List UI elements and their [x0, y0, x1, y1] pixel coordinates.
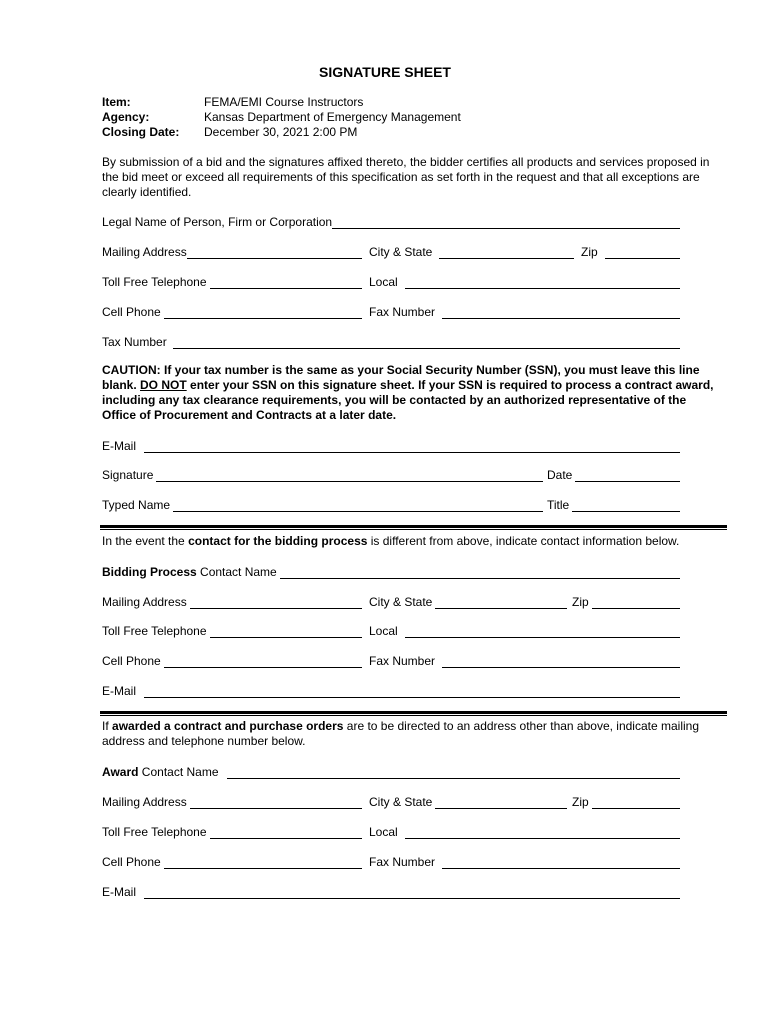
legal-name-row — [102, 213, 680, 229]
award-mailing-label: Mailing Address — [102, 795, 187, 809]
fax-number-label: Fax Number — [369, 305, 436, 319]
bidding-contact-bold: Bidding Process — [102, 565, 197, 579]
bidding-intro — [102, 534, 722, 549]
mailing-address-row — [102, 243, 680, 259]
toll-free-row — [102, 273, 680, 289]
agency-label: Agency: — [102, 110, 150, 124]
bidding-zip-label: Zip — [572, 595, 589, 609]
bidding-local-label: Local — [369, 624, 398, 638]
award-cell-field[interactable] — [164, 857, 362, 869]
award-fax-label: Fax Number — [369, 855, 436, 869]
award-local-field[interactable] — [405, 827, 680, 839]
page-title: SIGNATURE SHEET — [319, 64, 451, 80]
bidding-cell-label: Cell Phone — [102, 654, 161, 668]
award-intro — [102, 719, 702, 749]
bidding-toll-free-label: Toll Free Telephone — [102, 624, 207, 638]
intro-paragraph: By submission of a bid and the signatures affixed thereto, the bidder certifies all products and services proposed in the bid meet or exceed all requirements of this specification as set forth in the request and that all exceptions are clearly identified. — [102, 155, 710, 199]
closing-row — [102, 125, 461, 140]
bidding-toll-free-field[interactable] — [210, 626, 362, 638]
award-intro-pre: If — [102, 719, 113, 733]
bidding-contact-label: Contact Name — [196, 565, 277, 579]
legal-name-label: Legal Name of Person, Firm or Corporation — [102, 215, 333, 229]
section-divider-1 — [100, 525, 727, 528]
caution-paragraph — [102, 363, 714, 423]
award-city-state-field[interactable] — [435, 797, 567, 809]
award-cell-label: Cell Phone — [102, 855, 161, 869]
cell-phone-label: Cell Phone — [102, 305, 161, 319]
agency-row — [102, 110, 461, 125]
tax-number-row — [102, 333, 680, 349]
bidding-email-field[interactable] — [144, 686, 680, 698]
typed-name-field[interactable] — [173, 500, 543, 512]
award-zip-label: Zip — [572, 795, 589, 809]
bidding-email-row — [102, 682, 680, 698]
bidding-local-field[interactable] — [405, 626, 680, 638]
bidding-intro-bold: contact for the bidding process — [188, 534, 368, 548]
award-toll-free-field[interactable] — [210, 827, 362, 839]
award-email-field[interactable] — [144, 887, 680, 899]
city-state-field[interactable] — [439, 247, 574, 259]
item-row — [102, 95, 461, 110]
bidding-email-label: E-Mail — [102, 684, 137, 698]
award-intro-post: are to be directed to an address other than above, indicate mailing address and telephone number below. — [102, 719, 699, 748]
toll-free-field[interactable] — [210, 277, 362, 289]
bidding-fax-label: Fax Number — [369, 654, 436, 668]
award-contact-field[interactable] — [227, 767, 680, 779]
award-contact-label: Contact Name — [138, 765, 219, 779]
closing-label: Closing Date: — [102, 125, 180, 139]
email-field[interactable] — [144, 441, 680, 453]
cell-phone-field[interactable] — [164, 307, 362, 319]
caution-do-not: DO NOT — [140, 378, 187, 392]
local-label: Local — [369, 275, 398, 289]
date-label: Date — [547, 468, 573, 482]
bidding-cell-field[interactable] — [164, 656, 362, 668]
bidding-intro-pre: In the event the — [102, 534, 189, 548]
bidding-mailing-label: Mailing Address — [102, 595, 187, 609]
bidding-toll-free-row — [102, 622, 680, 638]
caution-text-1: CAUTION: If your tax number is the same as your Social Security Number (SSN), you must leave this line blank. — [102, 363, 700, 392]
typed-name-label: Typed Name — [102, 498, 171, 512]
bidding-mailing-field[interactable] — [190, 597, 362, 609]
bidding-fax-field[interactable] — [442, 656, 680, 668]
fax-number-field[interactable] — [442, 307, 680, 319]
signature-row — [102, 466, 680, 482]
item-value: FEMA/EMI Course Instructors — [204, 95, 364, 109]
signature-field[interactable] — [156, 470, 543, 482]
award-local-label: Local — [369, 825, 398, 839]
bidding-cell-row — [102, 652, 680, 668]
typed-name-row — [102, 496, 680, 512]
caution-text-2: enter your SSN on this signature sheet. If your SSN is required to process a contract award, including any tax clearance requirements, you will be contacted by an authorized representative of the Office of Procurement and Contracts at a later date. — [102, 378, 714, 422]
award-city-state-label: City & State — [369, 795, 433, 809]
email-label: E-Mail — [102, 439, 137, 453]
award-toll-free-label: Toll Free Telephone — [102, 825, 207, 839]
award-fax-field[interactable] — [442, 857, 680, 869]
award-toll-free-row — [102, 823, 680, 839]
toll-free-label: Toll Free Telephone — [102, 275, 207, 289]
signature-label: Signature — [102, 468, 154, 482]
award-cell-row — [102, 853, 680, 869]
zip-field[interactable] — [605, 247, 680, 259]
award-email-label: E-Mail — [102, 885, 137, 899]
award-email-row — [102, 883, 680, 899]
award-contact-row — [102, 763, 680, 779]
date-field[interactable] — [575, 470, 680, 482]
tax-number-field[interactable] — [173, 337, 680, 349]
award-mailing-row — [102, 793, 680, 809]
closing-value: December 30, 2021 2:00 PM — [204, 125, 358, 139]
tax-number-label: Tax Number — [102, 335, 167, 349]
bidding-contact-field[interactable] — [280, 567, 680, 579]
mailing-address-label: Mailing Address — [102, 245, 187, 259]
section-divider-2 — [100, 711, 727, 714]
award-zip-field[interactable] — [592, 797, 680, 809]
bidding-zip-field[interactable] — [592, 597, 680, 609]
meta-block — [102, 95, 461, 140]
legal-name-field[interactable] — [332, 217, 680, 229]
item-label: Item: — [102, 95, 131, 109]
award-contact-bold: Award — [102, 765, 139, 779]
title-field[interactable] — [572, 500, 680, 512]
bidding-mailing-row — [102, 593, 680, 609]
award-intro-bold: awarded a contract and purchase orders — [112, 719, 344, 733]
cell-phone-row — [102, 303, 680, 319]
bidding-contact-row — [102, 563, 680, 579]
mailing-address-field[interactable] — [187, 247, 362, 259]
zip-label: Zip — [581, 245, 598, 259]
title-label: Title — [547, 498, 570, 512]
local-field[interactable] — [405, 277, 680, 289]
bidding-intro-post: is different from above, indicate contact information below. — [367, 534, 680, 548]
agency-value: Kansas Department of Emergency Management — [204, 110, 461, 124]
bidding-city-state-field[interactable] — [435, 597, 567, 609]
email-row — [102, 437, 680, 453]
award-mailing-field[interactable] — [190, 797, 362, 809]
bidding-city-state-label: City & State — [369, 595, 433, 609]
city-state-label: City & State — [369, 245, 433, 259]
